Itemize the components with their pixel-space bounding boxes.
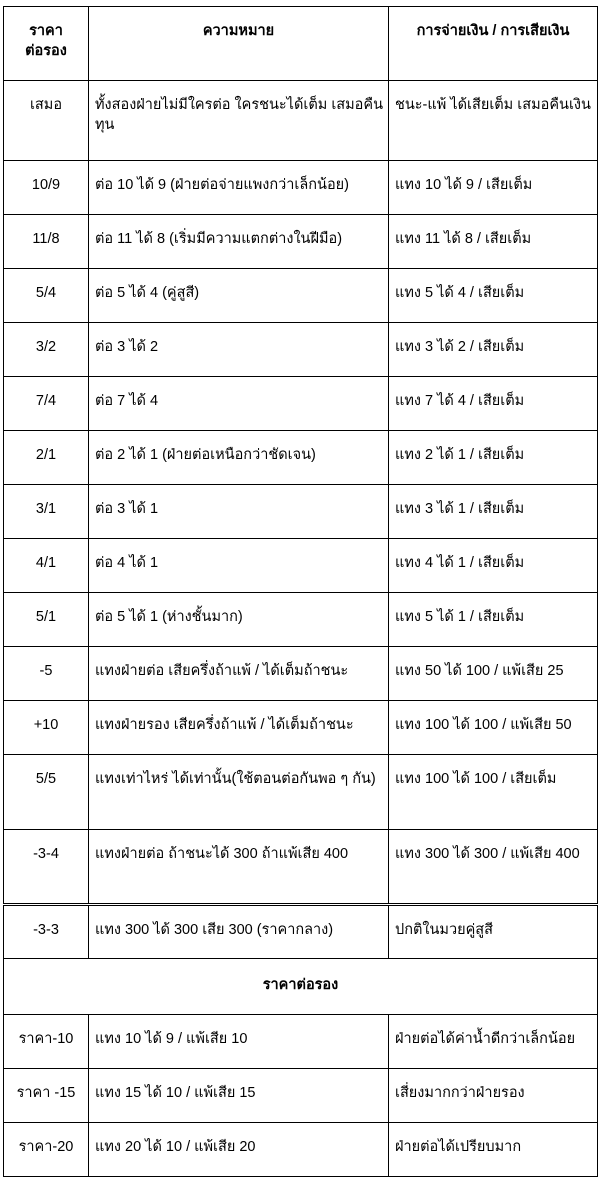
cell-price: 2/1 (4, 431, 89, 485)
table-row (4, 323, 598, 377)
cell-price: -3-3 (4, 905, 89, 959)
cell-meaning: ต่อ 5 ได้ 4 (คู่สูสี) (89, 269, 389, 323)
cell-price: 7/4 (4, 377, 89, 431)
section-row (4, 959, 598, 1015)
section-title: ราคาต่อรอง (4, 959, 598, 1015)
cell-payment: แทง 300 ได้ 300 / แพ้เสีย 400 (389, 830, 598, 905)
cell-payment: ปกติในมวยคู่สูสี (389, 905, 598, 959)
cell-payment: แทง 100 ได้ 100 / เสียเต็ม (389, 755, 598, 830)
table-row (4, 755, 598, 830)
cell-price: 4/1 (4, 539, 89, 593)
cell-payment: แทง 3 ได้ 1 / เสียเต็ม (389, 485, 598, 539)
cell-meaning: ต่อ 7 ได้ 4 (89, 377, 389, 431)
header-price-line-1: ราคา (29, 23, 63, 39)
table-row (4, 1123, 598, 1177)
cell-meaning: ต่อ 4 ได้ 1 (89, 539, 389, 593)
cell-price: 3/1 (4, 485, 89, 539)
table-row (4, 1015, 598, 1069)
header-price-line-2: ต่อรอง (25, 43, 67, 59)
cell-meaning: แทง 10 ได้ 9 / แพ้เสีย 10 (89, 1015, 389, 1069)
header-row (4, 7, 598, 81)
cell-meaning: ทั้งสองฝ่ายไม่มีใครต่อ ใครชนะได้เต็ม เสมอคืนทุน (89, 81, 389, 161)
table-row (4, 593, 598, 647)
cell-meaning: แทง 15 ได้ 10 / แพ้เสีย 15 (89, 1069, 389, 1123)
cell-payment: แทง 5 ได้ 1 / เสียเต็ม (389, 593, 598, 647)
cell-meaning: ต่อ 11 ได้ 8 (เริ่มมีความแตกต่างในฝีมือ) (89, 215, 389, 269)
odds-table (3, 6, 598, 1177)
cell-payment: ฝ่ายต่อได้ค่าน้ำดีกว่าเล็กน้อย (389, 1015, 598, 1069)
cell-payment: แทง 4 ได้ 1 / เสียเต็ม (389, 539, 598, 593)
header-price (4, 7, 89, 81)
cell-price: -3-4 (4, 830, 89, 905)
table-row (4, 377, 598, 431)
cell-meaning: ต่อ 3 ได้ 2 (89, 323, 389, 377)
cell-payment: แทง 10 ได้ 9 / เสียเต็ม (389, 161, 598, 215)
cell-price: 5/1 (4, 593, 89, 647)
table-row (4, 701, 598, 755)
table-row (4, 431, 598, 485)
cell-price: ราคา-10 (4, 1015, 89, 1069)
table-row (4, 269, 598, 323)
cell-meaning: แทงเท่าไหร่ ได้เท่านั้น(ใช้ตอนต่อกันพอ ๆ กัน) (89, 755, 389, 830)
table-row (4, 161, 598, 215)
cell-payment: เสี่ยงมากกว่าฝ่ายรอง (389, 1069, 598, 1123)
cell-price: -5 (4, 647, 89, 701)
cell-payment: แทง 50 ได้ 100 / แพ้เสีย 25 (389, 647, 598, 701)
cell-payment: แทง 100 ได้ 100 / แพ้เสีย 50 (389, 701, 598, 755)
table-row (4, 647, 598, 701)
cell-payment: แทง 11 ได้ 8 / เสียเต็ม (389, 215, 598, 269)
cell-price: 5/4 (4, 269, 89, 323)
cell-meaning: แทง 20 ได้ 10 / แพ้เสีย 20 (89, 1123, 389, 1177)
table-row (4, 905, 598, 959)
cell-price: 5/5 (4, 755, 89, 830)
table-row (4, 485, 598, 539)
cell-meaning: แทง 300 ได้ 300 เสีย 300 (ราคากลาง) (89, 905, 389, 959)
cell-meaning: ต่อ 5 ได้ 1 (ห่างชั้นมาก) (89, 593, 389, 647)
cell-price: 3/2 (4, 323, 89, 377)
cell-meaning: แทงฝ่ายรอง เสียครึ่งถ้าแพ้ / ได้เต็มถ้าชนะ (89, 701, 389, 755)
cell-payment: ชนะ-แพ้ ได้เสียเต็ม เสมอคืนเงิน (389, 81, 598, 161)
cell-meaning: ต่อ 3 ได้ 1 (89, 485, 389, 539)
table-row (4, 1069, 598, 1123)
cell-price: +10 (4, 701, 89, 755)
cell-payment: แทง 7 ได้ 4 / เสียเต็ม (389, 377, 598, 431)
table-row (4, 539, 598, 593)
cell-payment: แทง 2 ได้ 1 / เสียเต็ม (389, 431, 598, 485)
table-row (4, 830, 598, 905)
header-meaning: ความหมาย (89, 7, 389, 81)
cell-payment: ฝ่ายต่อได้เปรียบมาก (389, 1123, 598, 1177)
cell-price: เสมอ (4, 81, 89, 161)
cell-price: ราคา -15 (4, 1069, 89, 1123)
cell-meaning: ต่อ 10 ได้ 9 (ฝ่ายต่อจ่ายแพงกว่าเล็กน้อย) (89, 161, 389, 215)
cell-meaning: ต่อ 2 ได้ 1 (ฝ่ายต่อเหนือกว่าชัดเจน) (89, 431, 389, 485)
cell-price: 10/9 (4, 161, 89, 215)
cell-price: ราคา-20 (4, 1123, 89, 1177)
cell-meaning: แทงฝ่ายต่อ เสียครึ่งถ้าแพ้ / ได้เต็มถ้าชนะ (89, 647, 389, 701)
cell-price: 11/8 (4, 215, 89, 269)
cell-payment: แทง 5 ได้ 4 / เสียเต็ม (389, 269, 598, 323)
header-payment: การจ่ายเงิน / การเสียเงิน (389, 7, 598, 81)
table-row (4, 215, 598, 269)
cell-meaning: แทงฝ่ายต่อ ถ้าชนะได้ 300 ถ้าแพ้เสีย 400 (89, 830, 389, 905)
table-row (4, 81, 598, 161)
cell-payment: แทง 3 ได้ 2 / เสียเต็ม (389, 323, 598, 377)
